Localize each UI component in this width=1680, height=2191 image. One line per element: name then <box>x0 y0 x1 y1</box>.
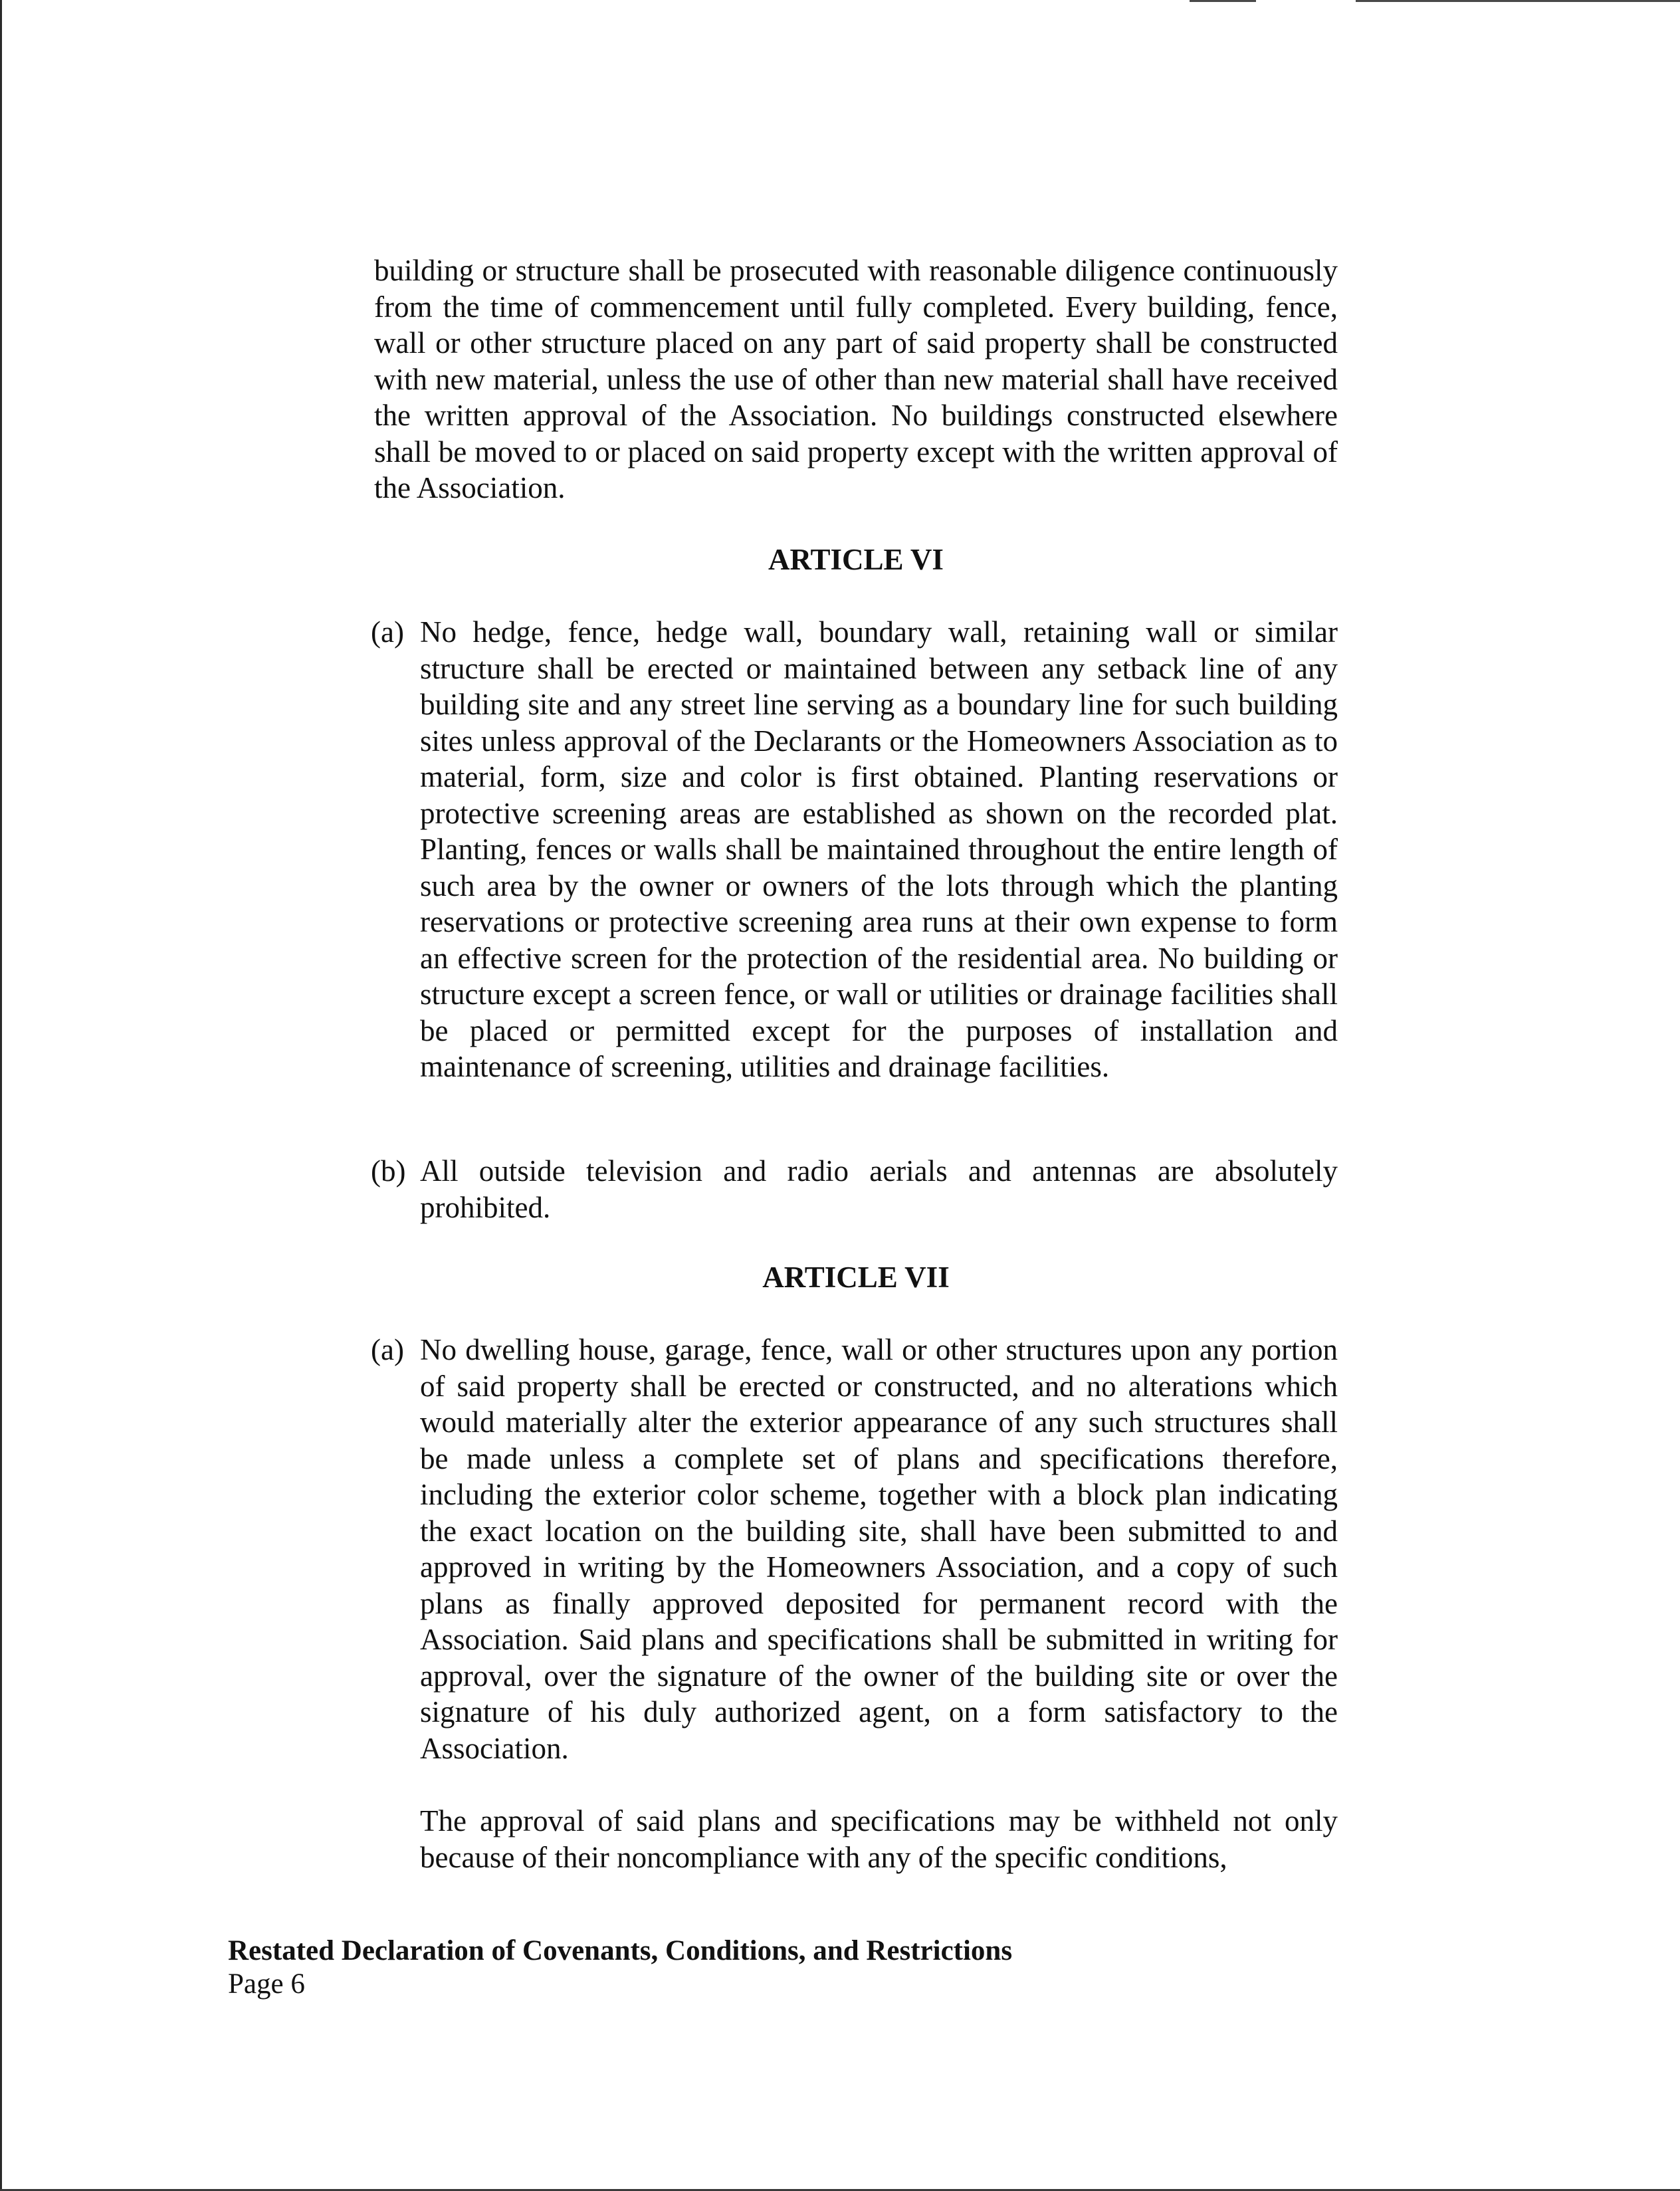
article-vi-item-a <box>371 614 1338 1085</box>
scan-border-left <box>0 0 2 2191</box>
article-vi-item-b <box>371 1153 1338 1225</box>
article-vi-heading: ARTICLE VI <box>768 543 944 576</box>
item-marker: (a) <box>371 1333 404 1366</box>
item-text: All outside television and radio aerials and antennas are absolutely prohibited. <box>420 1154 1338 1224</box>
scan-border-top-fragment <box>1356 0 1680 2</box>
footer-document-title: Restated Declaration of Covenants, Conditions, and Restrictions <box>228 1935 1013 1966</box>
article-vii-continuation-paragraph: The approval of said plans and specifications may be withheld not only because of their noncompliance with any of the specific conditions, <box>420 1804 1338 1874</box>
article-vii-heading: ARTICLE VII <box>762 1261 950 1294</box>
intro-paragraph: building or structure shall be prosecuted with reasonable diligence continuously from the time of commencement until fully completed. Every building, fence, wall or other structure placed on any part of said property shall be constructed with new material, unless the use of other than new material shall have received the written approval of the Association. No buildings constructed elsewhere shall be moved to or placed on said property except with the written approval of the Association. <box>374 254 1338 504</box>
item-text: No hedge, fence, hedge wall, boundary wall, retaining wall or similar structure shall be erected or maintained between any setback line of any building site and any street line serving as a boundary line for such building sites unless approval of the Declarants or the Homeowners Association as to material, form, size and color is first obtained. Planting reservations or protective screening areas are established as shown on the recorded plat. Planting, fences or walls shall be maintained throughout the entire length of such area by the owner or owners of the lots through which the planting reservations or protective screening area runs at their own expense to form an effective screen for the protection of the residential area. No building or structure except a screen fence, or wall or utilities or drainage facilities shall be placed or permitted except for the purposes of installation and maintenance of screening, utilities and drainage facilities. <box>420 615 1338 1083</box>
item-marker: (a) <box>371 615 404 649</box>
footer-page-number: Page 6 <box>228 1968 305 2000</box>
scan-border-top-fragment <box>1190 0 1256 2</box>
article-vii-item-a <box>371 1332 1338 1766</box>
item-text: No dwelling house, garage, fence, wall or other structures upon any portion of said property shall be erected or constructed, and no alterations which would materially alter the exterior appearance of any such structures shall be made unless a complete set of plans and specifications therefore, including the exterior color scheme, together with a block plan indicating the exact location on the building site, shall have been submitted to and approved in writing by the Homeowners Association, and a copy of such plans as finally approved deposited for permanent record with the Association. Said plans and specifications shall be submitted in writing for approval, over the signature of the owner of the building site or over the signature of his duly authorized agent, on a form satisfactory to the Association. <box>420 1333 1338 1765</box>
item-marker: (b) <box>371 1154 406 1188</box>
